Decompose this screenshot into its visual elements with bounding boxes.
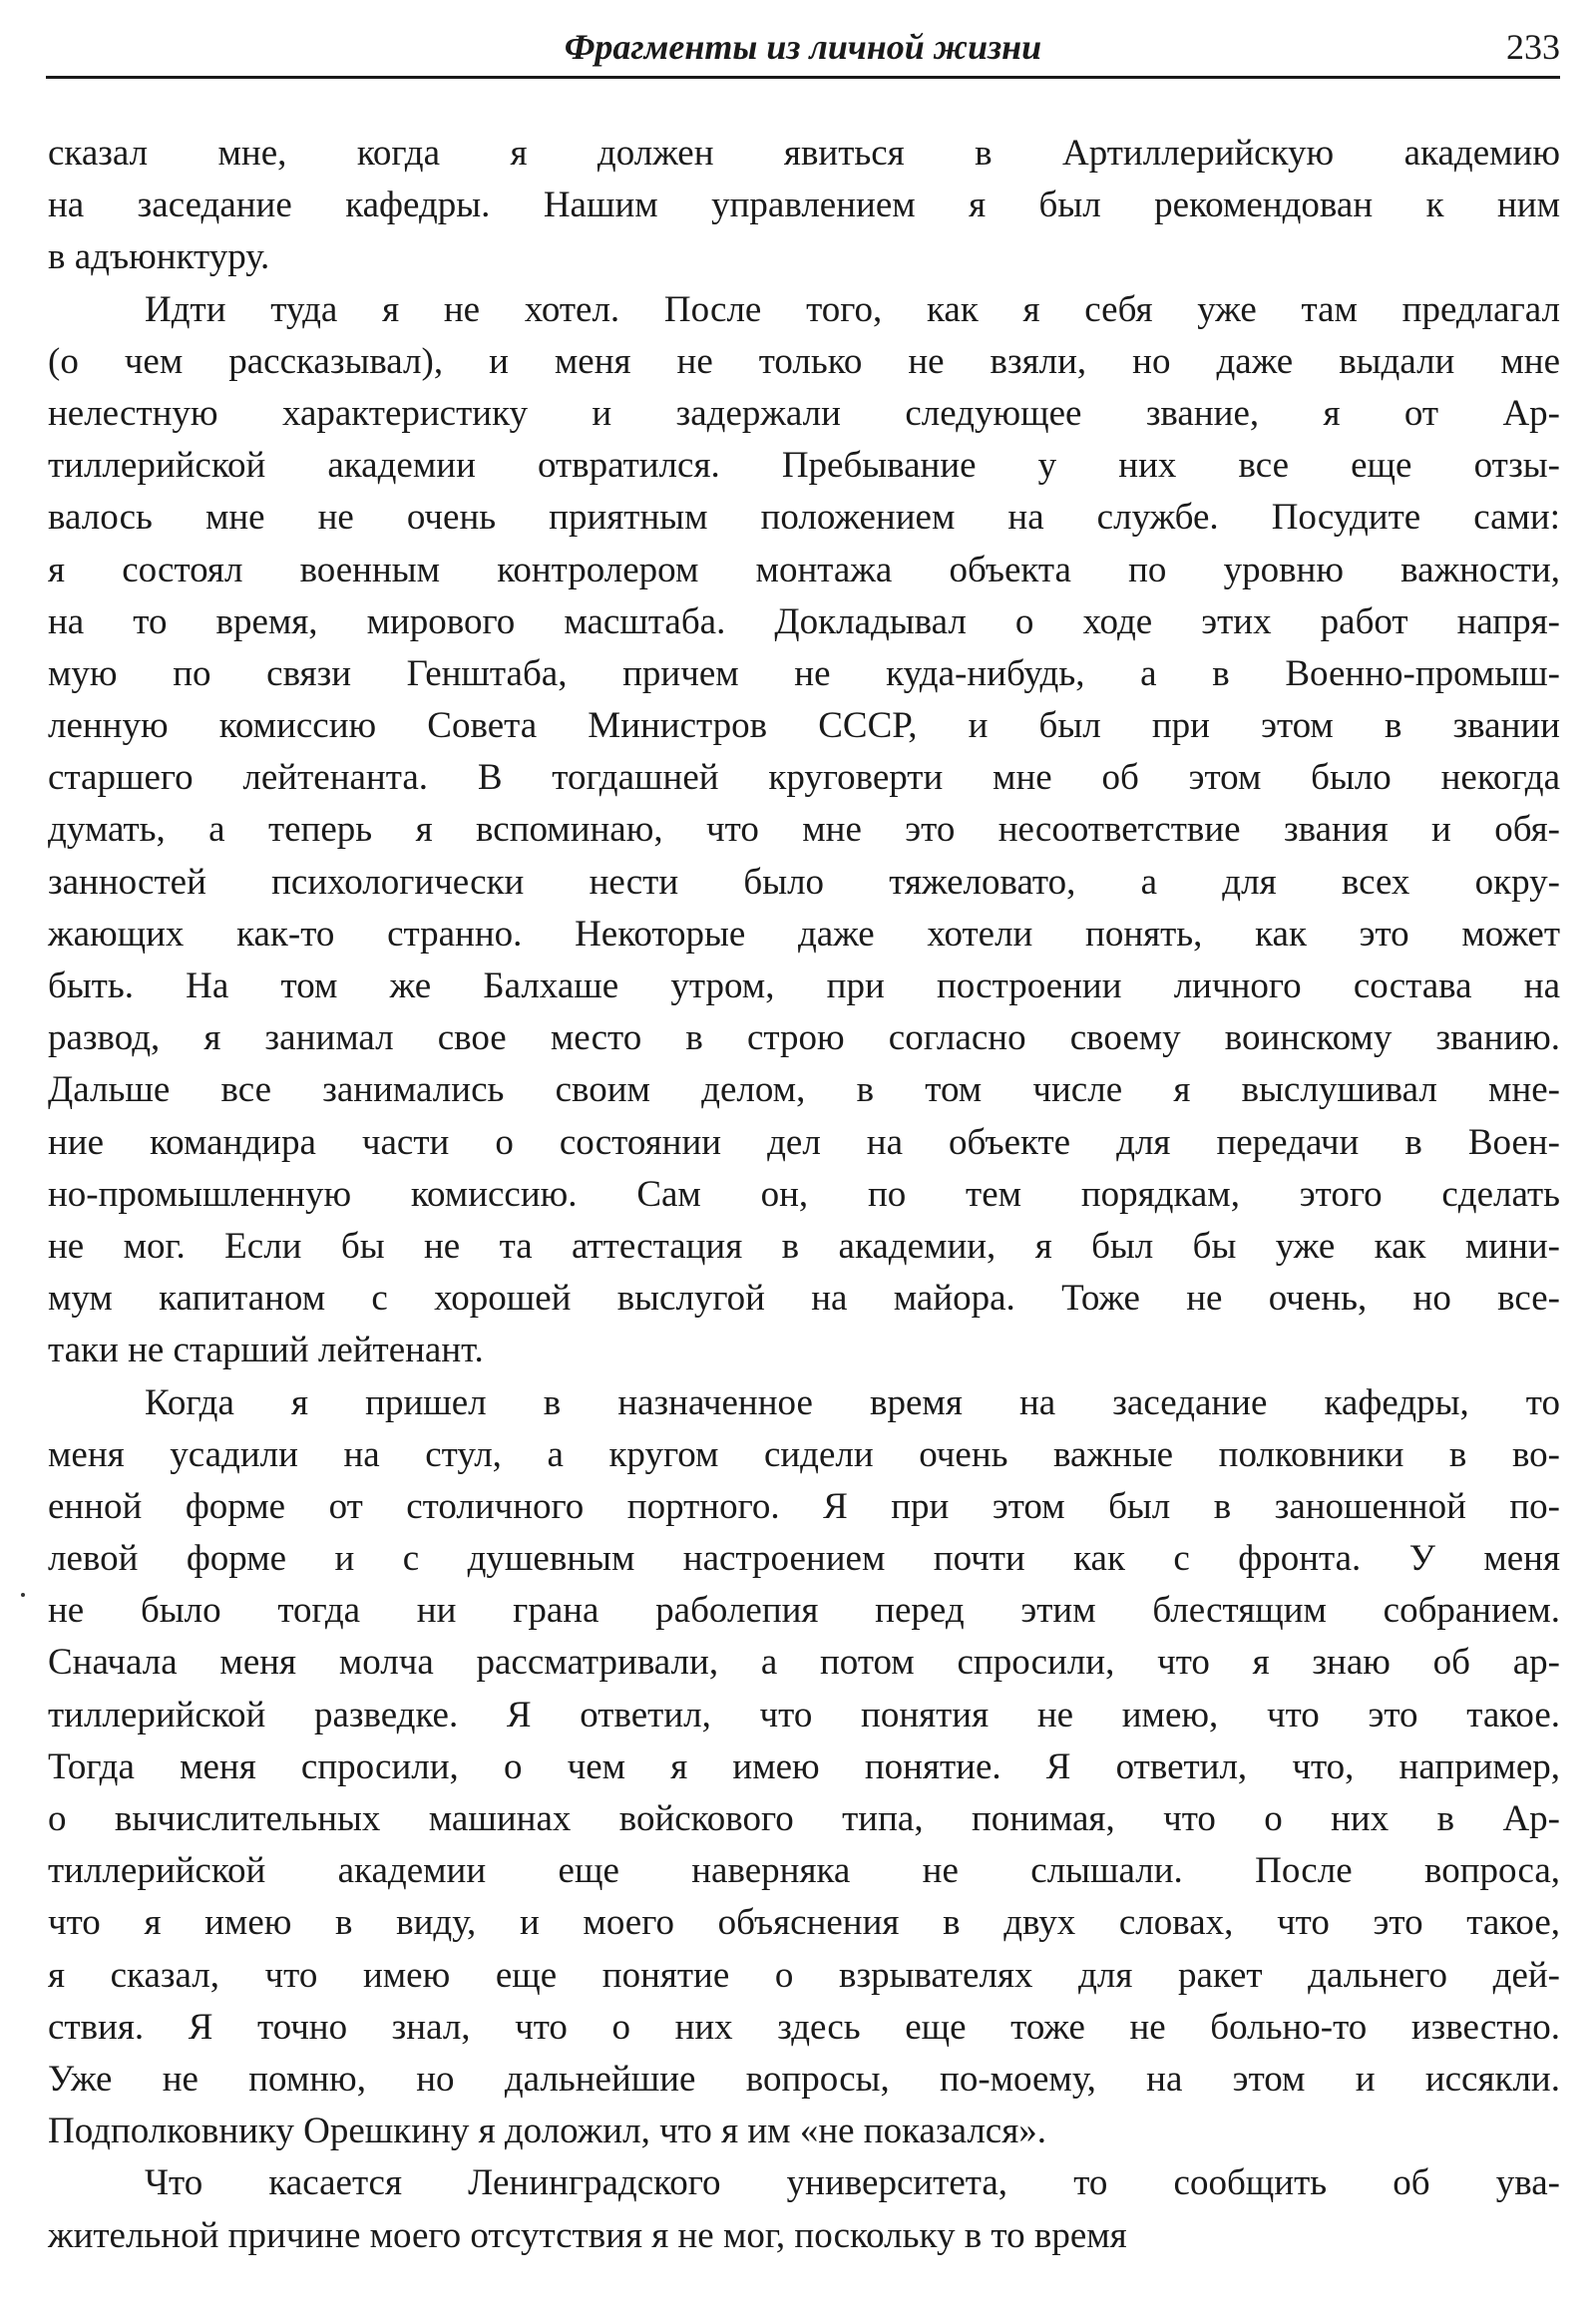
text-line: на заседание кафедры. Нашим управлением я был рекомендован к ним [48, 185, 1560, 226]
text-line: ленную комиссию Совета Министров СССР, и был при этом в звании [48, 705, 1560, 747]
text-line: Сначала меня молча рассматривали, а потом спросили, что я знаю об ар- [48, 1642, 1560, 1684]
text-line: думать, а теперь я вспоминаю, что мне это несоответствие звания и обя- [48, 809, 1560, 851]
text-line: быть. На том же Балхаше утром, при построении личного состава на [48, 965, 1560, 1006]
margin-speck [21, 1593, 25, 1597]
text-line: ствия. Я точно знал, что о них здесь еще тоже не больно-то известно. [48, 2006, 1560, 2048]
text-line: я сказал, что имею еще понятие о взрывателях для ракет дальнего дей- [48, 1954, 1560, 1996]
text-line: (о чем рассказывал), и меня не только не взяли, но даже выдали мне [48, 340, 1560, 382]
paragraph [48, 2157, 1560, 2261]
text-line: Что касается Ленинградского университета, то сообщить об ува- [145, 2162, 1560, 2204]
text-line: занностей психологически нести было тяжеловато, а для всех окру- [48, 861, 1560, 903]
text-line: мум капитаном с хорошей выслугой на майора. Тоже не очень, но все- [48, 1278, 1560, 1320]
text-line: валось мне не очень приятным положением на службе. Посудите сами: [48, 497, 1560, 539]
paragraph [48, 284, 1560, 1377]
text-line: левой форме и с душевным настроением почти как с фронта. У меня [48, 1538, 1560, 1580]
header-rule [46, 76, 1560, 79]
page-number: 233 [1506, 27, 1560, 67]
text-line: тиллерийской академии отвратился. Пребывание у них все еще отзы- [48, 445, 1560, 487]
text-line: тиллерийской разведке. Я ответил, что понятия не имею, что это такое. [48, 1694, 1560, 1735]
paragraph [48, 128, 1560, 284]
running-header [46, 20, 1560, 76]
text-line: сказал мне, когда я должен явиться в Артиллерийскую академию [48, 133, 1560, 174]
text-line: меня усадили на стул, а кругом сидели очень важные полковники в во- [48, 1433, 1560, 1475]
text-line: Подполковнику Орешкину я доложил, что я им «не показался». [48, 2111, 1046, 2152]
text-line: Когда я пришел в назначенное время на заседание кафедры, то [145, 1381, 1560, 1423]
text-line: развод, я занимал свое место в строю согласно своему воинскому званию. [48, 1017, 1560, 1059]
text-line: Дальше все занимались своим делом, в том числе я выслушивал мне- [48, 1069, 1560, 1111]
text-line: нелестную характеристику и задержали следующее звание, я от Ар- [48, 392, 1560, 434]
paragraph [48, 1377, 1560, 2158]
text-line: Тогда меня спросили, о чем я имею понятие. Я ответил, что, например, [48, 1745, 1560, 1787]
text-line: но-промышленную комиссию. Сам он, по тем порядкам, этого сделать [48, 1173, 1560, 1215]
text-line: не было тогда ни грана раболепия перед этим блестящим собранием. [48, 1590, 1560, 1632]
text-line: я состоял военным контролером монтажа объекта по уровню важности, [48, 549, 1560, 590]
text-line: тиллерийской академии еще наверняка не слышали. После вопроса, [48, 1850, 1560, 1892]
text-line: жительной причине моего отсутствия я не мог, поскольку в то время [48, 2214, 1127, 2256]
text-line: Уже не помню, но дальнейшие вопросы, по-моему, на этом и иссякли. [48, 2058, 1560, 2100]
text-line: Идти туда я не хотел. После того, как я себя уже там предлагал [145, 288, 1560, 330]
text-line: таки не старший лейтенант. [48, 1330, 484, 1371]
text-line: что я имею в виду, и моего объяснения в двух словах, что это такое, [48, 1902, 1560, 1944]
text-line: жающих как-то странно. Некоторые даже хотели понять, как это может [48, 913, 1560, 955]
text-line: о вычислительных машинах войскового типа, понимая, что о них в Ар- [48, 1798, 1560, 1839]
body-text [48, 128, 1560, 2262]
text-line: старшего лейтенанта. В тогдашней круговерти мне об этом было некогда [48, 757, 1560, 799]
text-line: енной форме от столичного портного. Я при этом был в заношенной по- [48, 1485, 1560, 1527]
text-line: мую по связи Генштаба, причем не куда-нибудь, а в Военно-промыш- [48, 652, 1560, 694]
text-line: не мог. Если бы не та аттестация в академии, я был бы уже как мини- [48, 1225, 1560, 1267]
text-line: в адъюнктуру. [48, 236, 270, 278]
text-line: ние командира части о состоянии дел на объекте для передачи в Воен- [48, 1121, 1560, 1163]
running-title: Фрагменты из личной жизни [564, 27, 1042, 67]
text-line: на то время, мирового масштаба. Докладывал о ходе этих работ напря- [48, 600, 1560, 642]
